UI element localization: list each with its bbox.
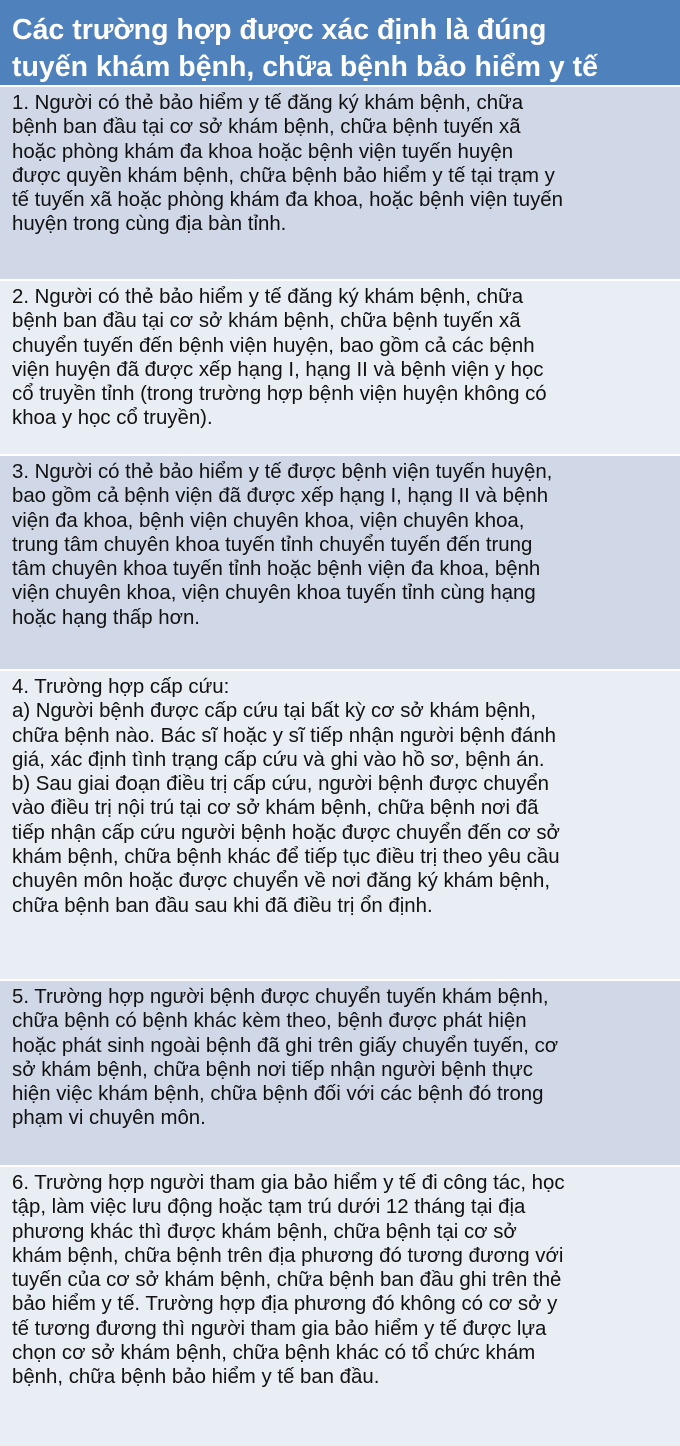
row-text-line: tập, làm việc lưu động hoặc tạm trú dưới 12 tháng tại địa: [12, 1196, 526, 1219]
case-row-3: [0, 456, 680, 671]
row-text-line: hoặc phát sinh ngoài bệnh đã ghi trên giấy chuyển tuyến, cơ: [12, 1034, 559, 1057]
row-text-line: khám bệnh, chữa bệnh khác để tiếp tục điều trị theo yêu cầu: [12, 846, 560, 869]
row-text-line: tâm chuyên khoa tuyến tỉnh hoặc bệnh viện đa khoa, bệnh: [12, 558, 541, 581]
row-text-line: chữa bệnh có bệnh khác kèm theo, bệnh được phát hiện: [12, 1010, 527, 1033]
row-text-line: được quyền khám bệnh, chữa bệnh bảo hiểm y tế tại trạm y: [12, 164, 555, 187]
row-text-line: bảo hiểm y tế. Trường hợp địa phương đó không có cơ sở y: [12, 1293, 558, 1316]
row-text-line: chuyển tuyến đến bệnh viện huyện, bao gồm cả các bệnh: [12, 334, 535, 357]
case-row-5: [0, 981, 680, 1167]
row-text-line: huyện trong cùng địa bàn tỉnh.: [12, 213, 287, 236]
row-text-line: tiếp nhận cấp cứu người bệnh hoặc được chuyển đến cơ sở: [12, 821, 560, 844]
case-row-6: [0, 1167, 680, 1446]
row-text-line: viện đa khoa, bệnh viện chuyên khoa, viện chuyên khoa,: [12, 509, 525, 532]
row-text-line: chọn cơ sở khám bệnh, chữa bệnh khác có tổ chức khám: [12, 1342, 536, 1365]
row-text-line: 4. Trường hợp cấp cứu:: [12, 676, 230, 698]
row-text-line: trung tâm chuyên khoa tuyến tỉnh chuyển tuyến đến trung: [12, 533, 533, 556]
case-row-4: [0, 671, 680, 981]
row-text-line: cổ truyền tỉnh (trong trường hợp bệnh viện huyện không có: [12, 383, 547, 406]
row-text-line: hiện việc khám bệnh, chữa bệnh đối với các bệnh đó trong: [12, 1083, 544, 1106]
table-header: [0, 0, 680, 87]
row-text-line: 2. Người có thẻ bảo hiểm y tế đăng ký khám bệnh, chữa: [12, 286, 524, 308]
row-text-line: phạm vi chuyên môn.: [12, 1107, 206, 1130]
row-text-line: chữa bệnh ban đầu sau khi đã điều trị ổn định.: [12, 894, 433, 917]
row-text-line: khám bệnh, chữa bệnh trên địa phương đó tương đương với: [12, 1244, 564, 1267]
row-text-line: chữa bệnh nào. Bác sĩ hoặc y sĩ tiếp nhận người bệnh đánh: [12, 724, 557, 747]
row-text-line: viện huyện đã được xếp hạng I, hạng II và bệnh viện y học: [12, 358, 544, 381]
row-text-line: chuyên môn hoặc được chuyển về nơi đăng ký khám bệnh,: [12, 870, 551, 893]
row-text-line: sở khám bệnh, chữa bệnh nơi tiếp nhận người bệnh thực: [12, 1058, 533, 1081]
row-text-line: khoa y học cổ truyền).: [12, 407, 213, 430]
row-text-line: viện chuyên khoa, viện chuyên khoa tuyến tỉnh cùng hạng: [12, 582, 536, 605]
row-text-line: 1. Người có thẻ bảo hiểm y tế đăng ký khám bệnh, chữa: [12, 92, 524, 114]
row-text-line: 6. Trường hợp người tham gia bảo hiểm y tế đi công tác, học: [12, 1172, 565, 1194]
row-text-line: tuyến của cơ sở khám bệnh, chữa bệnh ban đầu ghi trên thẻ: [12, 1269, 562, 1292]
row-text-line: bệnh ban đầu tại cơ sở khám bệnh, chữa bệnh tuyến xã: [12, 116, 521, 139]
row-text-line: phương khác thì được khám bệnh, chữa bệnh tại cơ sở: [12, 1220, 517, 1243]
row-text-line: giá, xác định tình trạng cấp cứu và ghi vào hồ sơ, bệnh án.: [12, 748, 545, 771]
row-text-line: tế tuyến xã hoặc phòng khám đa khoa, hoặc bệnh viện tuyến: [12, 189, 563, 212]
row-text-line: 5. Trường hợp người bệnh được chuyển tuyến khám bệnh,: [12, 986, 549, 1008]
header-title-line: Các trường hợp được xác định là đúng: [12, 14, 547, 46]
case-row-1: [0, 87, 680, 281]
row-text-line: hoặc phòng khám đa khoa hoặc bệnh viện tuyến huyện: [12, 140, 514, 163]
row-text-line: 3. Người có thẻ bảo hiểm y tế được bệnh viện tuyến huyện,: [12, 461, 553, 483]
row-text-line: bao gồm cả bệnh viện đã được xếp hạng I, hạng II và bệnh: [12, 485, 549, 508]
row-text-line: bệnh, chữa bệnh bảo hiểm y tế ban đầu.: [12, 1366, 380, 1389]
row-text-line: b) Sau giai đoạn điều trị cấp cứu, người bệnh được chuyển: [12, 773, 549, 796]
row-text-line: bệnh ban đầu tại cơ sở khám bệnh, chữa bệnh tuyến xã: [12, 310, 521, 333]
row-text-line: tế tương đương thì người tham gia bảo hiểm y tế được lựa: [12, 1317, 547, 1340]
case-row-2: [0, 281, 680, 456]
row-text-line: a) Người bệnh được cấp cứu tại bất kỳ cơ sở khám bệnh,: [12, 700, 537, 723]
row-text-line: vào điều trị nội trú tại cơ sở khám bệnh, chữa bệnh nơi đã: [12, 797, 539, 820]
row-text-line: hoặc hạng thấp hơn.: [12, 606, 200, 629]
header-title-line: tuyến khám bệnh, chữa bệnh bảo hiểm y tế: [12, 51, 599, 83]
